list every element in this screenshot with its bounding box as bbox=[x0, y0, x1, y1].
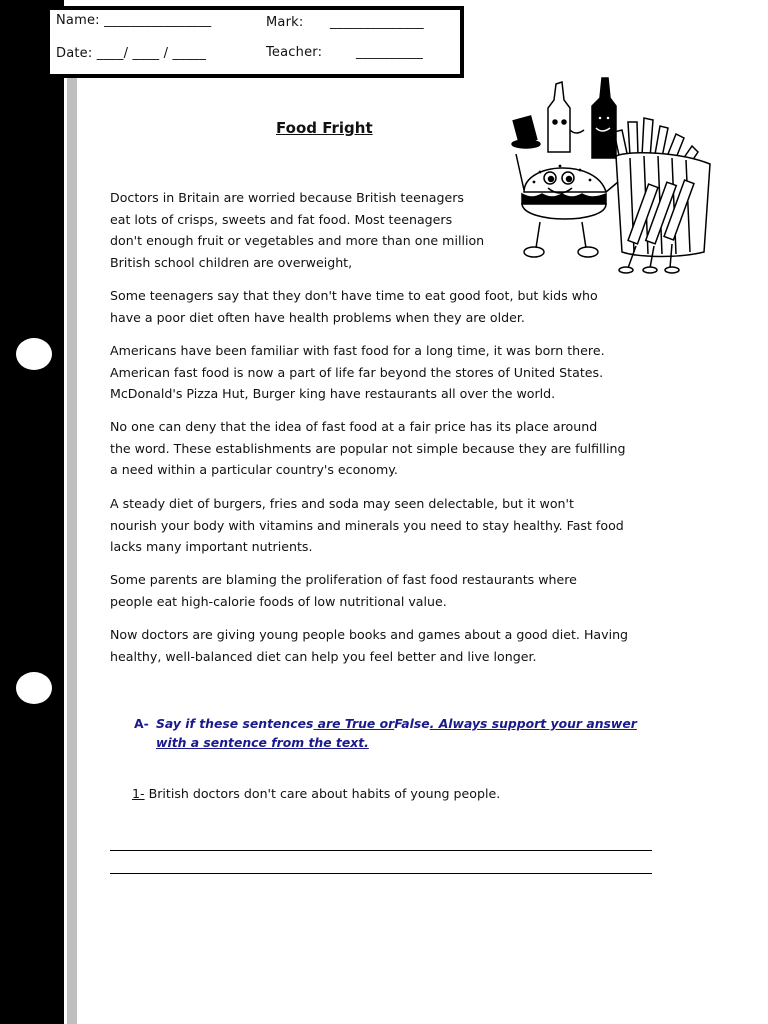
paragraph: A steady diet of burgers, fries and soda may seen delectable, but it won't nourish your body with vitamins and minerals you need to stay healthy. Fast food lacks many important nutrients. bbox=[110, 496, 624, 555]
paragraph: Now doctors are giving young people books and games about a good diet. Having healthy, well-balanced diet can help you feel better and live longer. bbox=[110, 627, 629, 664]
binder-hole bbox=[16, 672, 52, 704]
margin-rule bbox=[67, 76, 77, 1024]
instruction-part: False bbox=[394, 716, 430, 731]
instruction-line-2: with a sentence from the text. bbox=[156, 735, 369, 750]
mark-label: Mark: bbox=[266, 15, 304, 30]
teacher-line: __________ bbox=[356, 45, 423, 60]
paragraph: Some parents are blaming the proliferation of fast food restaurants where people eat high-calorie foods of low nutritional value. bbox=[110, 572, 577, 609]
binder-hole bbox=[16, 338, 52, 370]
teacher-label: Teacher: bbox=[266, 45, 323, 60]
answer-line[interactable] bbox=[110, 873, 652, 874]
question-text: British doctors don't care about habits of young people. bbox=[148, 786, 501, 801]
question-number: 1- bbox=[132, 786, 145, 801]
paragraph: No one can deny that the idea of fast food at a fair price has its place around the word. These establishments are popular not simple because they are fulfilling a need within a particular country's economy. bbox=[110, 419, 626, 478]
date-label: Date: ____/ ____ / _____ bbox=[56, 46, 207, 61]
instruction-part: are True or bbox=[313, 716, 395, 731]
instruction-part: Say if these sentences bbox=[156, 716, 314, 731]
binder-strip bbox=[0, 0, 64, 1024]
instruction-line-1 bbox=[156, 714, 637, 734]
question-item bbox=[132, 786, 500, 801]
name-label: Name: ________________ bbox=[56, 13, 212, 28]
exercise-letter: A- bbox=[134, 716, 149, 731]
paragraph: Some teenagers say that they don't have time to eat good foot, but kids who have a poor diet often have health problems when they are older. bbox=[110, 288, 598, 325]
instruction-part: . Always support your answer bbox=[429, 716, 637, 731]
paragraph: Doctors in Britain are worried because British teenagers eat lots of crisps, sweets and fat food. Most teenagers don't enough fruit or vegetables and more than one million British school children are overweight, bbox=[110, 190, 485, 270]
header-box bbox=[46, 6, 464, 78]
paragraph: Americans have been familiar with fast food for a long time, it was born there. American fast food is now a part of life far beyond the stores of United States. McDonald's Pizza Hut, Burger king have restaurants all over the world. bbox=[110, 343, 605, 402]
mark-line: ______________ bbox=[330, 15, 424, 30]
fast-food-illustration bbox=[510, 72, 718, 280]
answer-line[interactable] bbox=[110, 850, 652, 851]
page-title: Food Fright bbox=[276, 119, 373, 137]
